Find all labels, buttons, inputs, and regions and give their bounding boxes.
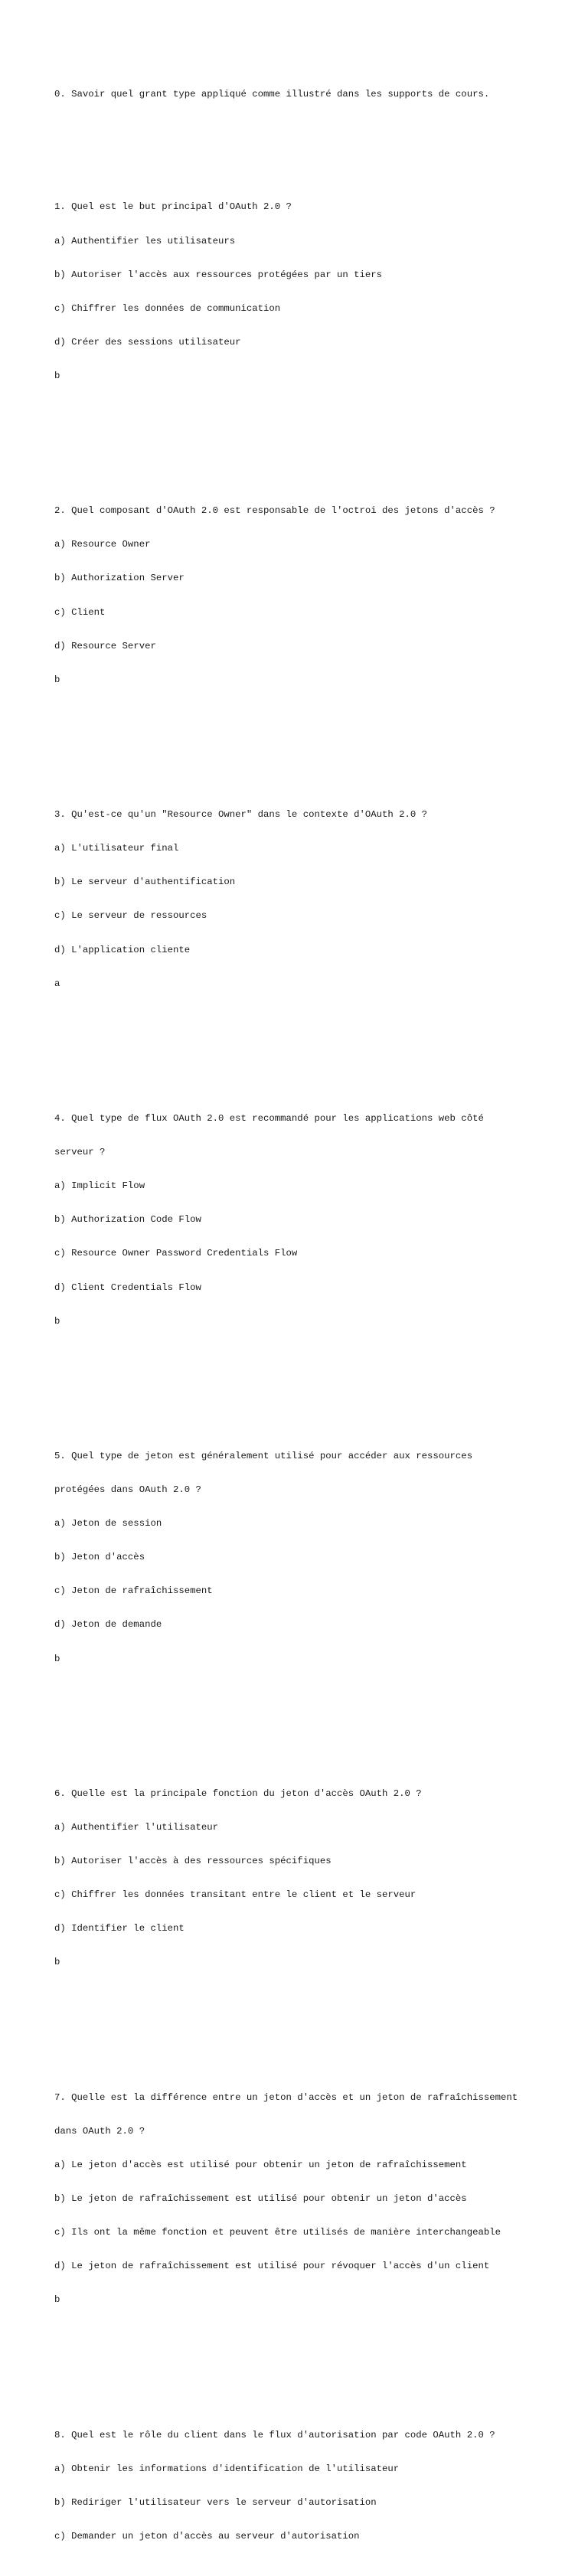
question-text: 1. Quel est le but principal d'OAuth 2.0 ? bbox=[54, 201, 292, 213]
question-text-continued: protégées dans OAuth 2.0 ? bbox=[54, 1484, 201, 1496]
answer-key: a bbox=[54, 978, 60, 989]
question-block bbox=[54, 2069, 575, 2328]
answer-key: b bbox=[54, 370, 60, 381]
option-a: a) Obtenir les informations d'identification de l'utilisateur bbox=[54, 2463, 400, 2474]
option-d: d) Le jeton de rafraîchissement est utilisé pour révoquer l'accès d'un client bbox=[54, 2261, 490, 2272]
question-block bbox=[54, 1428, 575, 1687]
spacer bbox=[54, 123, 575, 135]
answer-key: b bbox=[54, 1957, 60, 1968]
question-text-continued: serveur ? bbox=[54, 1147, 106, 1158]
option-c: c) Client bbox=[54, 606, 106, 618]
option-d: d) Créer des sessions utilisateur bbox=[54, 336, 241, 348]
spacer bbox=[54, 1709, 575, 1721]
option-b: b) Autoriser l'accès à des ressources spécifiques bbox=[54, 1856, 332, 1867]
option-a: a) Implicit Flow bbox=[54, 1180, 145, 1192]
option-d: d) L'application cliente bbox=[54, 944, 191, 955]
option-b: b) Le jeton de rafraîchissement est utilisé pour obtenir un jeton d'accès bbox=[54, 2193, 467, 2205]
question-text: 5. Quel type de jeton est généralement utilisé pour accéder aux ressources bbox=[54, 1451, 473, 1461]
intro-line: 0. Savoir quel grant type appliqué comme illustré dans les supports de cours. bbox=[54, 89, 490, 100]
option-c: c) Le serveur de ressources bbox=[54, 910, 207, 922]
answer-key: b bbox=[54, 1653, 60, 1664]
question-text: 2. Quel composant d'OAuth 2.0 est responsable de l'octroi des jetons d'accès ? bbox=[54, 505, 495, 517]
question-block bbox=[54, 787, 575, 1012]
spacer bbox=[54, 1372, 575, 1383]
spacer bbox=[54, 2351, 575, 2362]
spacer bbox=[54, 730, 575, 742]
question-text: 4. Quel type de flux OAuth 2.0 est recommandé pour les applications web côté bbox=[54, 1113, 484, 1125]
option-a: a) Resource Owner bbox=[54, 539, 151, 550]
option-d: d) Jeton de demande bbox=[54, 1619, 162, 1631]
option-d: d) Client Credentials Flow bbox=[54, 1281, 201, 1293]
option-b: b) Authorization Code Flow bbox=[54, 1214, 201, 1226]
option-c: c) Demander un jeton d'accès au serveur d'autorisation bbox=[54, 2531, 360, 2542]
question-block bbox=[54, 1766, 575, 1991]
option-b: b) Rediriger l'utilisateur vers le serveur d'autorisation bbox=[54, 2497, 377, 2508]
document-page bbox=[54, 67, 575, 2576]
question-block bbox=[54, 2407, 575, 2565]
option-d: d) Resource Server bbox=[54, 640, 156, 651]
spacer bbox=[54, 2013, 575, 2025]
question-text-continued: dans OAuth 2.0 ? bbox=[54, 2125, 145, 2137]
option-a: a) L'utilisateur final bbox=[54, 843, 179, 854]
option-a: a) Authentifier l'utilisateur bbox=[54, 1822, 219, 1833]
option-a: a) Jeton de session bbox=[54, 1518, 162, 1530]
option-b: b) Jeton d'accès bbox=[54, 1552, 145, 1563]
option-c: c) Chiffrer les données transitant entre le client et le serveur bbox=[54, 1889, 416, 1901]
option-b: b) Authorization Server bbox=[54, 573, 185, 584]
question-block bbox=[54, 1091, 575, 1350]
question-text: 3. Qu'est-ce qu'un "Resource Owner" dans le contexte d'OAuth 2.0 ? bbox=[54, 809, 428, 821]
option-d: d) Identifier le client bbox=[54, 1923, 185, 1934]
option-c: c) Chiffrer les données de communication bbox=[54, 302, 281, 314]
option-a: a) Authentifier les utilisateurs bbox=[54, 235, 236, 246]
answer-key: b bbox=[54, 1315, 60, 1327]
question-text: 6. Quelle est la principale fonction du jeton d'accès OAuth 2.0 ? bbox=[54, 1788, 422, 1799]
question-block bbox=[54, 179, 575, 404]
option-b: b) Autoriser l'accès aux ressources protégées par un tiers bbox=[54, 269, 383, 280]
option-c: c) Ils ont la même fonction et peuvent être utilisés de manière interchangeable bbox=[54, 2227, 501, 2238]
option-c: c) Resource Owner Password Credentials Flow bbox=[54, 1248, 298, 1259]
question-block bbox=[54, 483, 575, 708]
question-text: 7. Quelle est la différence entre un jeton d'accès et un jeton de rafraîchissement bbox=[54, 2091, 518, 2103]
option-b: b) Le serveur d'authentification bbox=[54, 877, 236, 888]
spacer bbox=[54, 1034, 575, 1046]
option-a: a) Le jeton d'accès est utilisé pour obtenir un jeton de rafraîchissement bbox=[54, 2160, 467, 2171]
option-c: c) Jeton de rafraîchissement bbox=[54, 1585, 213, 1597]
question-text: 8. Quel est le rôle du client dans le flux d'autorisation par code OAuth 2.0 ? bbox=[54, 2429, 495, 2441]
spacer bbox=[54, 426, 575, 438]
answer-key: b bbox=[54, 674, 60, 685]
answer-key: b bbox=[54, 2294, 60, 2306]
